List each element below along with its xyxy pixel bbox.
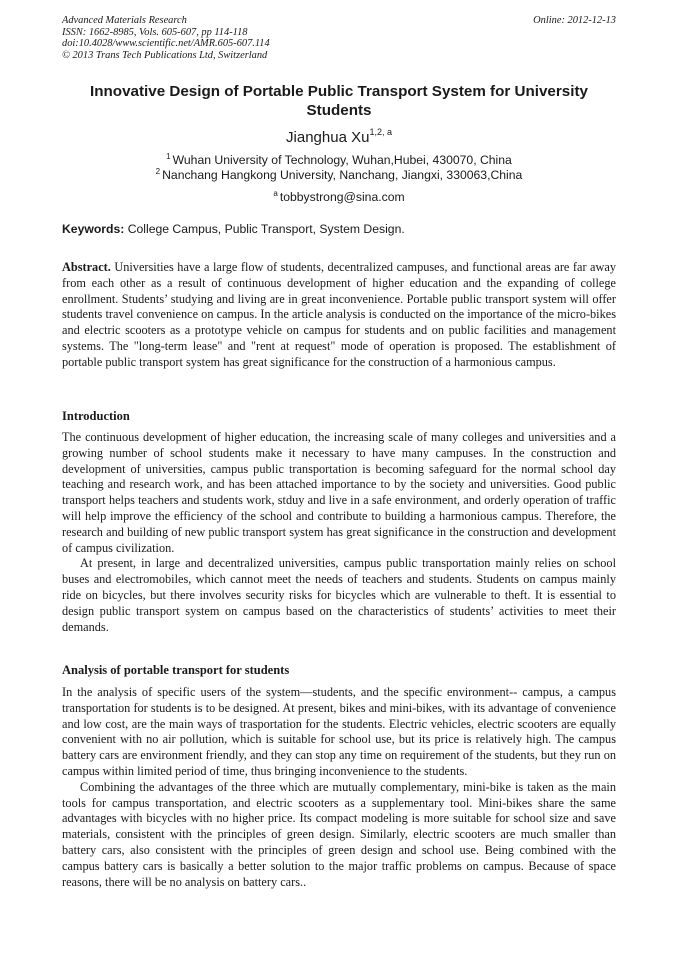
keywords-label: Keywords:: [62, 222, 125, 236]
introduction-heading: Introduction: [62, 409, 130, 423]
doi: doi:10.4028/www.scientific.net/AMR.605-607.114: [62, 38, 270, 49]
keywords-text: College Campus, Public Transport, System Design.: [127, 222, 405, 236]
email-address: tobbystrong@sina.com: [279, 190, 405, 205]
paragraph: The continuous development of higher education, the increasing scale of many colleges and universities and a growing number of school students make it necessary to have many campuses. In the construction and development of universities, campus public transportation is becoming safeguard for the normal school day teaching and research work, and has been attached importance to by the society and universities. Good public transport helps teachers and students work, stduy and live in a safe environment, and orderly operation of traffic will help improve the efficiency of the school and contribute to building a harmonious campus. Therefore, the research and building of new public transport system has great significance in the construction and development of campus civilization.: [62, 430, 616, 555]
paragraph: In the analysis of specific users of the system—students, and the specific environment-- campus, a campus transportation for students is to be designed. At present, bikes and mini-bikes, with its advantage of convenience and low cost, are the main ways of trasportation for the students. Electric vehicles, electric scooters are equally convenient with no air pollution, which is suitable for school use, but its price is relatively high. The campus battery cars are environment friendly, and they can stop any time on requirement of the students, but they run on campus within limited period of time, thus bringing inconvenience to the students.: [62, 685, 616, 778]
analysis-section: [62, 685, 616, 890]
author-superscript: 1,2, a: [369, 127, 392, 137]
email-mark: a: [273, 189, 278, 198]
affiliation-mark: 2: [155, 167, 161, 176]
affiliation-text: Nanchang Hangkong University, Nanchang, Jiangxi, 330063,China: [162, 168, 523, 183]
affiliation-text: Wuhan University of Technology, Wuhan,Hubei, 430070, China: [172, 153, 512, 168]
author: [62, 124, 616, 147]
paragraph: At present, in large and decentralized universities, campus public transportation mainly relies on school buses and electromobiles, which cannot meet the needs of teachers and students. Students on campus mainly ride on bicycles, but there involves security risks for bicycles which are vulnerable to theft. It is essential to design public transport system on campus based on the characteristics of students’ activities to meet their demands.: [62, 556, 616, 634]
introduction-section: [62, 430, 616, 635]
paper-title: Innovative Design of Portable Public Transport System for University Students: [90, 83, 588, 119]
affiliation-mark: 1: [166, 152, 171, 161]
issn: ISSN: 1662-8985, Vols. 605-607, pp 114-118: [62, 26, 248, 38]
analysis-heading: Analysis of portable transport for students: [62, 663, 290, 677]
journal-name: Advanced Materials Research: [62, 15, 187, 26]
abstract-text: Universities have a large flow of students, decentralized campuses, and functional areas are far away from each other as a result of continuous development of higher education and the expanding of college enrollment. Students’ studying and living are in great inconvenience. Portable public transport system will offer students travel convenience on campus. In the article analysis is conducted on the importance of the micro-bikes and electric scooters as a prototype vehicle on campus for students and on public facilities and management systems. The "long-term lease" and "rent at request" mode of operation is proposed. The establishment of portable public transport system has great significance for the construction of a harmonious campus.: [62, 260, 616, 369]
affiliation-2: [62, 164, 616, 183]
online-date: Online: 2012-12-13: [533, 15, 616, 26]
journal-header: [62, 15, 616, 61]
paragraph: Combining the advantages of the three which are mutually complementary, mini-bike is taken as the main tools for campus transportation, and electric scooters as a supplementary tool. Mini-bikes share the same advantages with bicycles with no higher price. Its compact modeling is more suitable for school size and save materials, consistent with the principles of green design. Similarly, electric scooters are much smaller than battery cars, also consistent with the principles of green design and school use. Being combined with the campus battery cars is basically a better solution to the major traffic problems on campus. Because of space reasons, there will be no analysis on battery cars..: [62, 779, 616, 889]
author-name: Jianghua Xu: [286, 129, 370, 146]
abstract: [62, 260, 616, 371]
keywords: [62, 221, 616, 237]
copyright: © 2013 Trans Tech Publications Ltd, Switzerland: [62, 49, 268, 61]
abstract-label: Abstract.: [62, 260, 111, 274]
author-email: [62, 186, 616, 205]
